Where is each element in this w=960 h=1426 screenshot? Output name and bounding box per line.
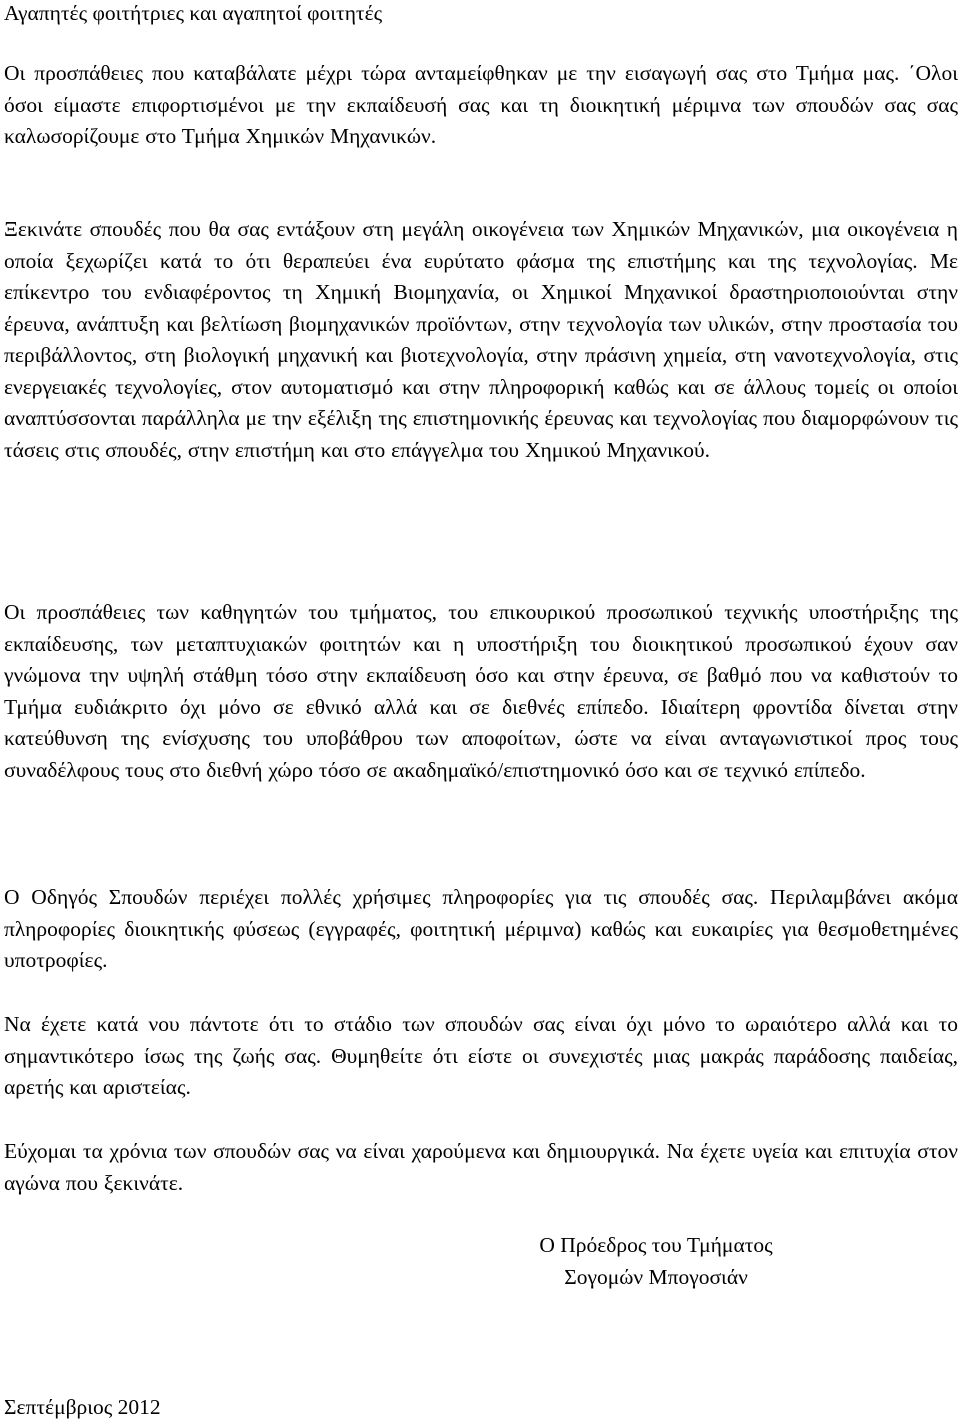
paragraph-department-efforts: Οι προσπάθειες των καθηγητών του τμήματος, του επικουρικού προσωπικού τεχνικής υποστήριξης της εκπαίδευσης, των μεταπτυχιακών φοιτητών και η υποστήριξη του διοικητικού προσωπικού έχουν σαν γνώμονα την υψηλή στάθμη τόσο στην εκπαίδευση όσο και στην έρευνα, σε βαθμό που να καθιστούν το Τμήμα ευδιάκριτο όχι μόνο σε εθνικό αλλά και σε διεθνές επίπεδο. Ιδιαίτερη φροντίδα δίνεται στην κατεύθυνση της ενίσχυσης του υποβάθρου των αποφοίτων, ώστε να είναι ανταγωνιστικοί προς τους συναδέλφους τους στο διεθνή χώρο τόσο σε ακαδημαϊκό/επιστημονικό όσο και σε τεχνικό επίπεδο. (4, 600, 958, 782)
signature-block (496, 1230, 816, 1293)
paragraph-wishes: Εύχομαι τα χρόνια των σπουδών σας να είναι χαρούμενα και δημιουργικά. Να έχετε υγεία και επιτυχία στον αγώνα που ξεκινάτε. (4, 1139, 958, 1195)
signature-name: Σογομών Μπογοσιάν (564, 1264, 748, 1289)
paragraph-study-guide: Ο Οδηγός Σπουδών περιέχει πολλές χρήσιμες πληροφορίες για τις σπουδές σας. Περιλαμβάνει ακόμα πληροφορίες διοικητικής φύσεως (εγγραφές, φοιτητική μέριμνα) καθώς και ευκαιρίες για θεσμοθετημένες υποτροφίες. (4, 885, 958, 972)
signature-title: Ο Πρόεδρος του Τμήματος (539, 1233, 773, 1257)
letter-greeting: Αγαπητές φοιτήτριες και αγαπητοί φοιτητές (4, 1, 383, 25)
paragraph-advice: Να έχετε κατά νου πάντοτε ότι το στάδιο των σπουδών σας είναι όχι μόνο το ωραιότερο αλλά και το σημαντικότερο ίσως της ζωής σας. Θυμηθείτε ότι είστε οι συνεχιστές μιας μακράς παράδοσης παιδείας, αρετής και αριστείας. (4, 1012, 958, 1099)
letter-date: Σεπτέμβριος 2012 (4, 1395, 161, 1419)
paragraph-chemical-engineering-field: Ξεκινάτε σπουδές που θα σας εντάξουν στη μεγάλη οικογένεια των Χημικών Μηχανικών, μια οικογένεια η οποία ξεχωρίζει κατά το ότι θεραπεύει ένα ευρύτατο φάσμα της επιστήμης και της τεχνολογίας. Με επίκεντρο του ενδιαφέροντος τη Χημική Βιομηχανία, οι Χημικοί Μηχανικοί δραστηριοποιούνται στην έρευνα, ανάπτυξη και βελτίωση βιομηχανικών προϊόντων, στην τεχνολογία των υλικών, στην προστασία του περιβάλλοντος, στη βιολογική μηχανική και βιοτεχνολογία, στην πράσινη χημεία, στη νανοτεχνολογία, στις ενεργειακές τεχνολογίες, στον αυτοματισμό και στην πληροφορική καθώς και σε άλλους τομείς οι οποίοι αναπτύσσονται παράλληλα με την εξέλιξη της επιστημονικής έρευνας και τεχνολογίας που διαμορφώνουν τις τάσεις στις σπουδές, στην επιστήμη και στο επάγγελμα του Χημικού Μηχανικού. (4, 217, 958, 462)
paragraph-welcome: Οι προσπάθειες που καταβάλατε μέχρι τώρα ανταμείφθηκαν με την εισαγωγή σας στο Τμήμα μας. ΄Ολοι όσοι είμαστε επιφορτισμένοι με την εκπαίδευσή σας και τη διοικητική μέριμνα των σπουδών σας σας καλωσορίζουμε στο Τμήμα Χημικών Μηχανικών. (4, 61, 958, 148)
